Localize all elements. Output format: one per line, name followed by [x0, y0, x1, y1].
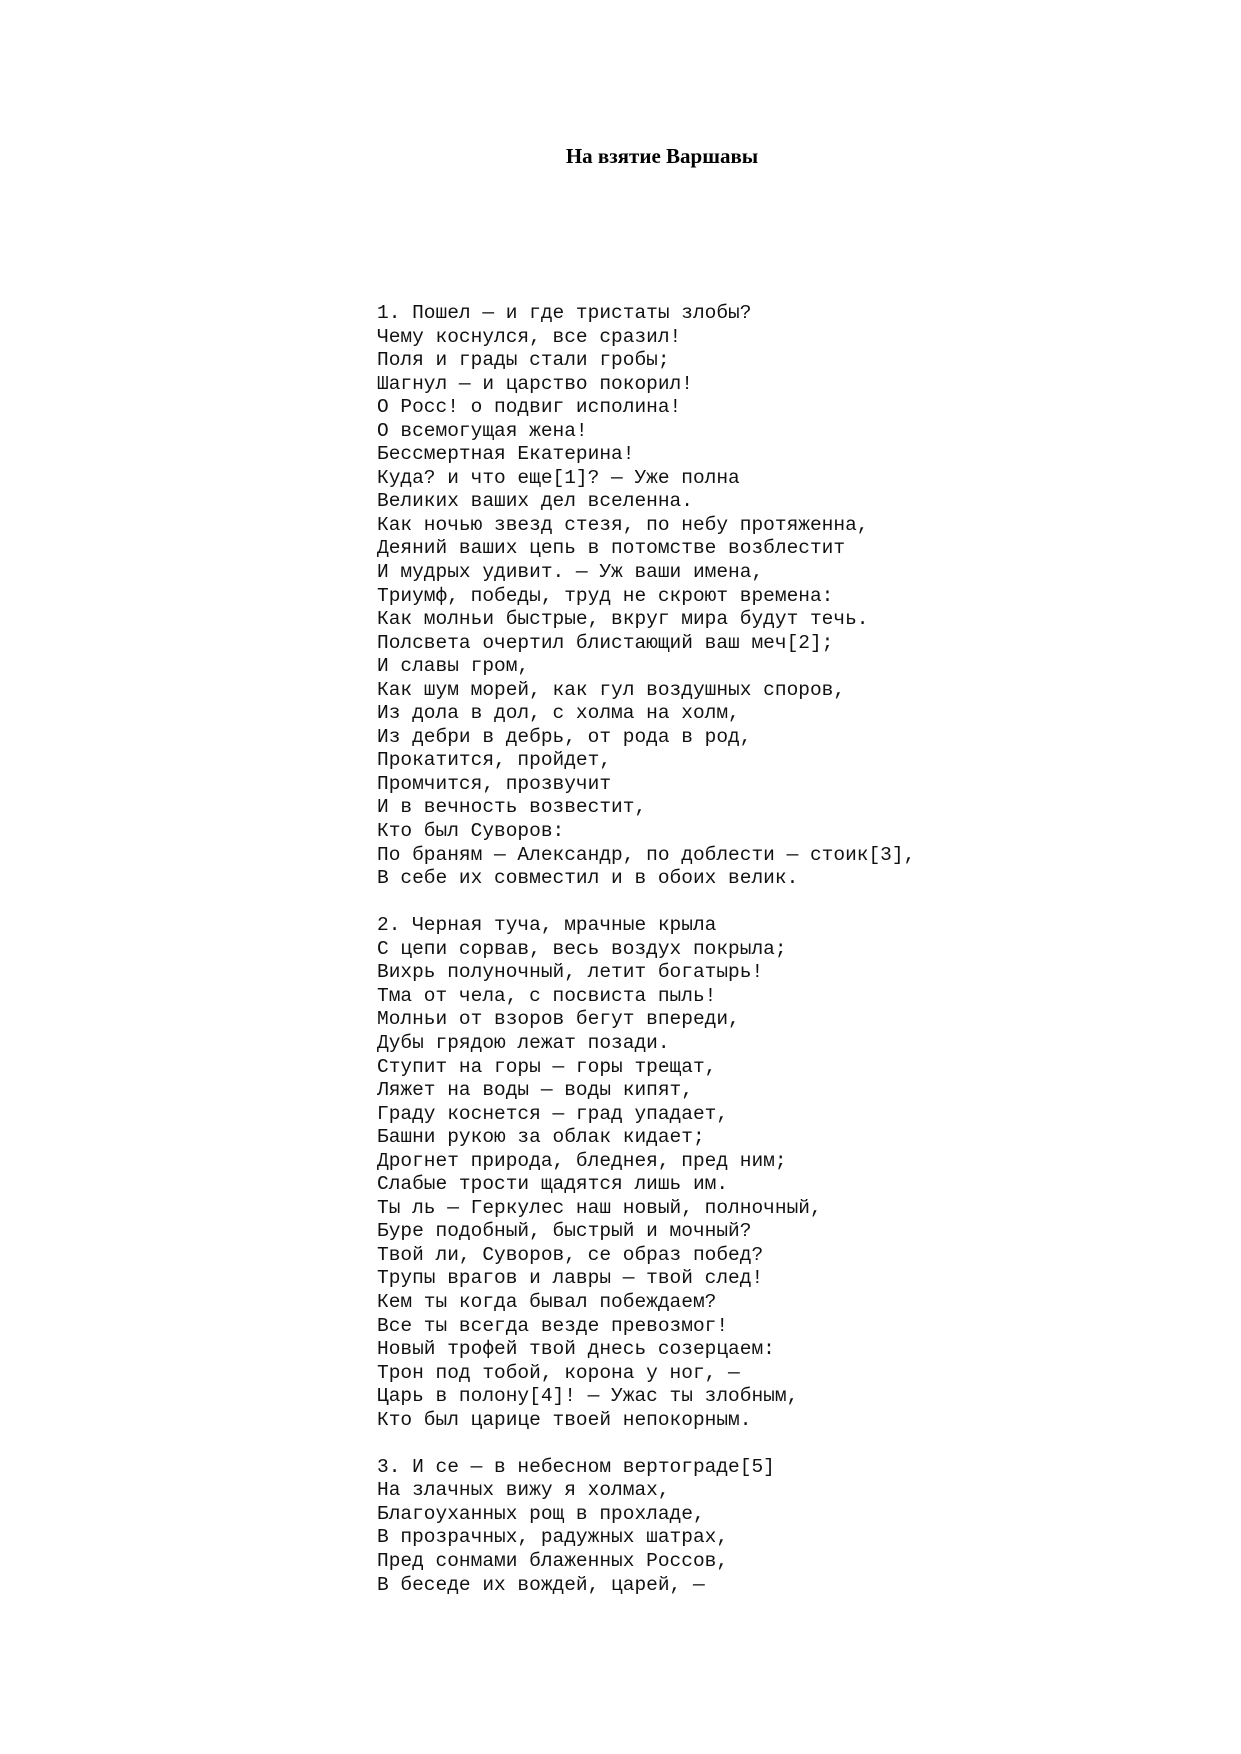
poem-line: В беседе их вождей, царей, — — [377, 1573, 705, 1596]
poem-line: И славы гром, — [377, 655, 530, 678]
poem-line: Промчится, прозвучит — [377, 772, 612, 795]
poem-line: По браням — Александр, по доблести — стоик[3], — [377, 843, 916, 866]
poem-title: На взятие Варшавы — [565, 144, 759, 168]
poem-line: Кто был Суворов: — [377, 820, 565, 843]
poem-line: Дубы грядою лежат позади. — [377, 1031, 670, 1054]
poem-line: Вихрь полуночный, летит богатырь! — [377, 961, 764, 984]
poem-line: О Росс! о подвиг исполина! — [377, 396, 682, 419]
poem-line: Трупы врагов и лавры — твой след! — [377, 1267, 764, 1290]
poem-line: Деяний ваших цепь в потомстве возблестит — [377, 537, 846, 560]
stanza-gap — [377, 1432, 1227, 1456]
poem-body — [377, 302, 1227, 1597]
poem-line: Ступит на горы — горы трещат, — [377, 1055, 717, 1078]
poem-line: Бессмертная Екатерина! — [377, 443, 635, 466]
poem-line: Молньи от взоров бегут впереди, — [377, 1008, 740, 1031]
poem-line: Кем ты когда бывал побеждаем? — [377, 1290, 717, 1313]
poem-line: 2. Черная туча, мрачные крыла — [377, 914, 717, 937]
poem-line: Ляжет на воды — воды кипят, — [377, 1079, 693, 1102]
poem-line: Куда? и что еще[1]? — Уже полна — [377, 466, 740, 489]
poem-line: Кто был царице твоей непокорным. — [377, 1408, 752, 1431]
poem-line: Прокатится, пройдет, — [377, 749, 612, 772]
poem-line: Благоуханных рощ в прохладе, — [377, 1502, 705, 1525]
poem-line: Граду коснется — град упадает, — [377, 1102, 729, 1125]
poem-line: Как ночью звезд стезя, по небу протяженна, — [377, 513, 869, 536]
poem-line: Царь в полону[4]! — Ужас ты злобным, — [377, 1385, 799, 1408]
poem-line: Ты ль — Геркулес наш новый, полночный, — [377, 1196, 822, 1219]
poem-line: Пред сонмами блаженных Россов, — [377, 1549, 729, 1572]
poem-line: В прозрачных, радужных шатрах, — [377, 1526, 729, 1549]
poem-line: Поля и грады стали гробы; — [377, 349, 670, 372]
poem-line: На злачных вижу я холмах, — [377, 1479, 670, 1502]
poem-line: Дрогнет природа, бледнея, пред ним; — [377, 1149, 787, 1172]
poem-line: И в вечность возвестит, — [377, 796, 647, 819]
poem-line: Как молньи быстрые, вкруг мира будут течь. — [377, 608, 869, 631]
poem-line: Тма от чела, с посвиста пыль! — [377, 984, 717, 1007]
poem-line: Как шум морей, как гул воздушных споров, — [377, 678, 846, 701]
poem-line: Чему коснулся, все сразил! — [377, 325, 682, 348]
poem-line: Все ты всегда везде превозмог! — [377, 1314, 729, 1337]
poem-line: Из дола в дол, с холма на холм, — [377, 702, 740, 725]
poem-line: Полсвета очертил блистающий ваш меч[2]; — [377, 631, 834, 654]
poem-line: Триумф, победы, труд не скроют времена: — [377, 584, 834, 607]
poem-line: Великих ваших дел вселенна. — [377, 490, 693, 513]
poem-line: Буре подобный, быстрый и мочный? — [377, 1220, 752, 1243]
poem-line: Из дебри в дебрь, от рода в род, — [377, 725, 752, 748]
poem-line: С цепи сорвав, весь воздух покрыла; — [377, 937, 787, 960]
poem-line: В себе их совместил и в обоих велик. — [377, 867, 799, 890]
poem-line: Новый трофей твой днесь созерцаем: — [377, 1338, 775, 1361]
stanza-gap — [377, 891, 1227, 915]
poem-line: Трон под тобой, корона у ног, — — [377, 1361, 740, 1384]
poem-line: Шагнул — и царство покорил! — [377, 372, 693, 395]
poem-line: 1. Пошел — и где тристаты злобы? — [377, 302, 752, 324]
poem-line: Слабые трости щадятся лишь им. — [377, 1173, 729, 1196]
poem-line: Твой ли, Суворов, се образ побед? — [377, 1243, 764, 1266]
poem-line: О всемогущая жена! — [377, 419, 588, 442]
poem-line: И мудрых удивит. — Уж ваши имена, — [377, 561, 764, 584]
poem-line: 3. И се — в небесном вертограде[5] — [377, 1455, 775, 1478]
poem-line: Башни рукою за облак кидает; — [377, 1126, 705, 1149]
